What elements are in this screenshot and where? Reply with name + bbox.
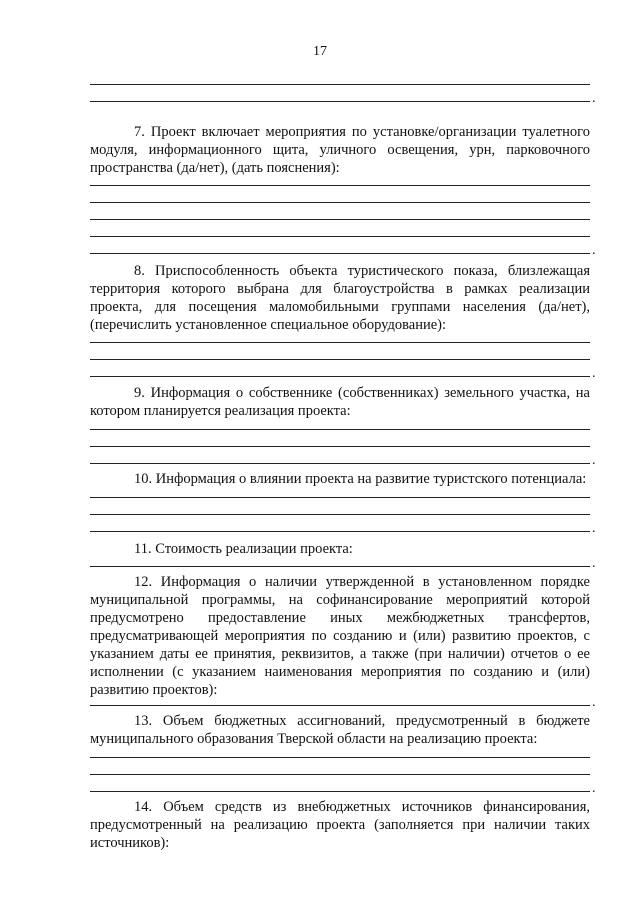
end-mark: . bbox=[592, 243, 596, 258]
section-7-text: 7. Проект включает мероприятия по установке/организации туалетного модуля, информационного щита, уличного освещения, урн, парковочного пространства (да/нет), (дать пояснения): bbox=[90, 124, 590, 176]
answer-line bbox=[90, 514, 590, 515]
answer-line bbox=[90, 705, 590, 706]
answer-line bbox=[90, 566, 590, 567]
answer-line bbox=[90, 219, 590, 220]
answer-line bbox=[90, 202, 590, 203]
answer-line bbox=[90, 429, 590, 430]
answer-line bbox=[90, 446, 590, 447]
answer-line bbox=[90, 359, 590, 360]
section-11-text: 11. Стоимость реализации проекта: bbox=[134, 541, 353, 557]
answer-line bbox=[90, 84, 590, 85]
end-mark: . bbox=[592, 695, 596, 710]
answer-line bbox=[90, 531, 590, 532]
section-8-text: 8. Приспособленность объекта туристического показа, близлежащая территория которого выбрана для благоустройства в рамках реализации проекта, для посещения маломобильными группами населения (да/нет), (перечислить установленное специальное оборудование): bbox=[90, 263, 590, 333]
section-13-text: 13. Объем бюджетных ассигнований, предусмотренный в бюджете муниципального образования Тверской области на реализацию проекта: bbox=[90, 713, 590, 747]
section-12-text: 12. Информация о наличии утвержденной в установленном порядке муниципальной программы, на софинансирование мероприятий которой предусмотрено предоставление иных межбюджетных трансфертов, предусматривающей мероприятия по созданию и (или) развитию проектов, с указанием даты ее принятия, реквизитов, а также (при наличии) отчетов о ее исполнении (с указанием наименования мероприятия по созданию и (или) развитию проектов): bbox=[90, 574, 590, 698]
answer-line bbox=[90, 757, 590, 758]
end-mark: . bbox=[592, 91, 596, 106]
section-14-text: 14. Объем средств из внебюджетных источников финансирования, предусмотренный на реализацию проекта (заполняется при наличии таких источников): bbox=[90, 799, 590, 851]
page-number: 17 bbox=[313, 44, 327, 59]
end-mark: . bbox=[592, 781, 596, 796]
answer-line bbox=[90, 463, 590, 464]
end-mark: . bbox=[592, 366, 596, 381]
answer-line bbox=[90, 342, 590, 343]
answer-line bbox=[90, 791, 590, 792]
end-mark: . bbox=[592, 556, 596, 571]
answer-line bbox=[90, 236, 590, 237]
answer-line bbox=[90, 253, 590, 254]
answer-line bbox=[90, 774, 590, 775]
answer-line bbox=[90, 185, 590, 186]
answer-line bbox=[90, 376, 590, 377]
end-mark: . bbox=[592, 521, 596, 536]
answer-line bbox=[90, 101, 590, 102]
section-10-text: 10. Информация о влиянии проекта на развитие туристского потенциала: bbox=[134, 471, 587, 487]
answer-line bbox=[90, 497, 590, 498]
end-mark: . bbox=[592, 453, 596, 468]
section-9-text: 9. Информация о собственнике (собственниках) земельного участка, на котором планируется реализация проекта: bbox=[90, 385, 590, 419]
